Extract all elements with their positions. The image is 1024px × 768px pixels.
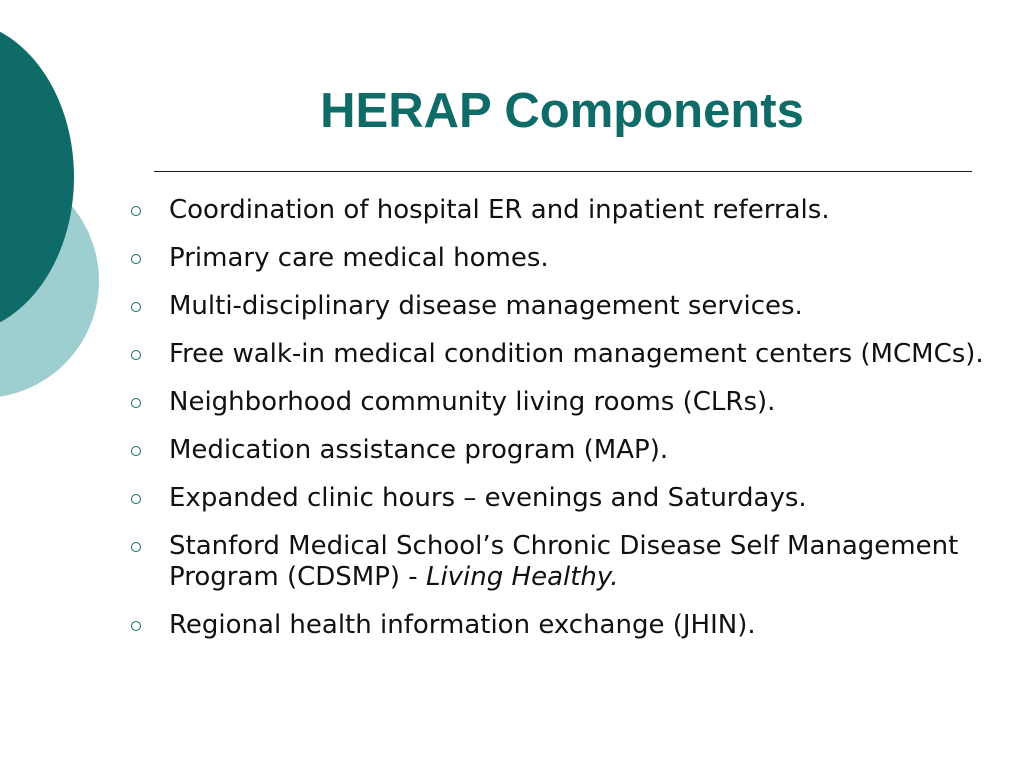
bullet-item xyxy=(128,291,1008,322)
hollow-circle-icon xyxy=(131,350,141,360)
hollow-circle-icon xyxy=(131,494,141,504)
hollow-circle-icon xyxy=(131,398,141,408)
bullet-text: Stanford Medical School’s Chronic Disease Self Management Program (CDSMP) - xyxy=(169,531,959,592)
bullet-item xyxy=(128,195,1008,226)
bullet-emphasis-text: Living Healthy. xyxy=(425,562,619,592)
hollow-circle-icon xyxy=(131,206,141,216)
hollow-circle-icon xyxy=(131,302,141,312)
title-divider xyxy=(154,171,972,172)
bullet-text: Regional health information exchange (JHIN). xyxy=(169,610,756,640)
hollow-circle-icon xyxy=(131,254,141,264)
bullet-item xyxy=(128,483,1008,514)
hollow-circle-icon xyxy=(131,621,141,631)
bullet-list xyxy=(128,195,1008,658)
bullet-item xyxy=(128,610,1008,641)
bullet-item xyxy=(128,387,1008,418)
bullet-text: Free walk-in medical condition management centers (MCMCs). xyxy=(169,339,984,369)
hollow-circle-icon xyxy=(131,446,141,456)
bullet-text: Expanded clinic hours – evenings and Saturdays. xyxy=(169,483,807,513)
slide-title: HERAP Components xyxy=(320,84,804,138)
bullet-text: Neighborhood community living rooms (CLRs). xyxy=(169,387,776,417)
hollow-circle-icon xyxy=(131,542,141,552)
bullet-text: Medication assistance program (MAP). xyxy=(169,435,669,465)
bullet-item xyxy=(128,339,1008,370)
bullet-item xyxy=(128,435,1008,466)
bullet-text: Primary care medical homes. xyxy=(169,243,549,273)
bullet-item xyxy=(128,243,1008,274)
bullet-text: Multi-disciplinary disease management services. xyxy=(169,291,803,321)
bullet-item xyxy=(128,531,1008,593)
bullet-text: Coordination of hospital ER and inpatient referrals. xyxy=(169,195,830,225)
